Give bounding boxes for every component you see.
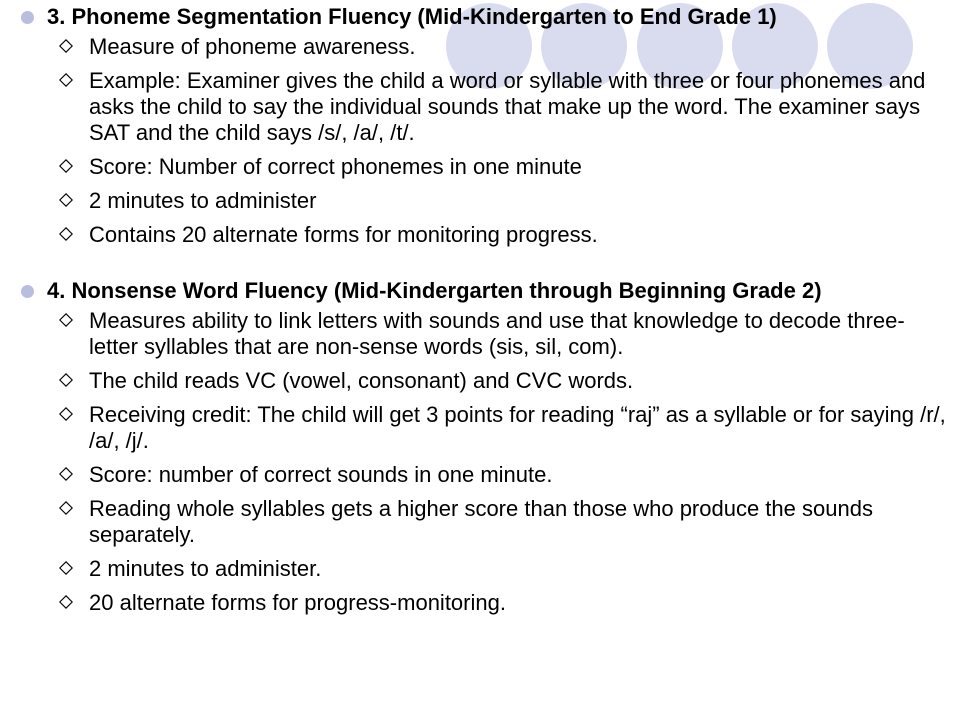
list-item xyxy=(20,68,950,146)
list-item xyxy=(20,496,950,548)
section-heading-text: 3. Phoneme Segmentation Fluency (Mid-Kindergarten to End Grade 1) xyxy=(47,4,777,29)
hollow-diamond-icon xyxy=(59,595,73,609)
list-item xyxy=(20,462,950,488)
list-item-text: Measure of phoneme awareness. xyxy=(89,34,416,59)
list-item-text: Reading whole syllables gets a higher score than those who produce the sounds separately. xyxy=(89,496,873,547)
circle-bullet-icon xyxy=(21,285,34,298)
list-item xyxy=(20,188,950,214)
hollow-diamond-icon xyxy=(59,373,73,387)
hollow-diamond-icon xyxy=(59,313,73,327)
list-item xyxy=(20,368,950,394)
hollow-diamond-icon xyxy=(59,159,73,173)
list-item xyxy=(20,402,950,454)
list-item-text: Score: number of correct sounds in one minute. xyxy=(89,462,553,487)
list-item-text: Measures ability to link letters with sounds and use that knowledge to decode three-letter syllables that are non-sense words (sis, sil, com). xyxy=(89,308,905,359)
list-item xyxy=(20,222,950,248)
list-item-text: The child reads VC (vowel, consonant) and CVC words. xyxy=(89,368,634,393)
list-item-text: Receiving credit: The child will get 3 points for reading “raj” as a syllable or for saying /r/, /a/, /j/. xyxy=(89,402,946,453)
section-heading xyxy=(20,278,950,304)
hollow-diamond-icon xyxy=(59,193,73,207)
circle-bullet-icon xyxy=(21,11,34,24)
hollow-diamond-icon xyxy=(59,561,73,575)
hollow-diamond-icon xyxy=(59,407,73,421)
list-item xyxy=(20,154,950,180)
list-item-text: Contains 20 alternate forms for monitoring progress. xyxy=(89,222,598,247)
hollow-diamond-icon xyxy=(59,501,73,515)
hollow-diamond-icon xyxy=(59,227,73,241)
list-item-text: 20 alternate forms for progress-monitoring. xyxy=(89,590,506,615)
list-item xyxy=(20,308,950,360)
list-item xyxy=(20,590,950,616)
section-heading-text: 4. Nonsense Word Fluency (Mid-Kindergarten through Beginning Grade 2) xyxy=(47,278,822,303)
list-item-text: Score: Number of correct phonemes in one minute xyxy=(89,154,582,179)
hollow-diamond-icon xyxy=(59,467,73,481)
hollow-diamond-icon xyxy=(59,73,73,87)
section-phoneme-segmentation xyxy=(20,4,950,248)
section-heading xyxy=(20,4,950,30)
list-item-text: 2 minutes to administer xyxy=(89,188,317,213)
list-item-text: 2 minutes to administer. xyxy=(89,556,322,581)
list-item xyxy=(20,34,950,60)
section-nonsense-word xyxy=(20,278,950,616)
hollow-diamond-icon xyxy=(59,39,73,53)
list-item-text: Example: Examiner gives the child a word or syllable with three or four phonemes and asks the child to say the individual sounds that make up the word. The examiner says SAT and the child says /s/, /a/, /t/. xyxy=(89,68,926,145)
list-item xyxy=(20,556,950,582)
slide-body xyxy=(20,4,950,624)
